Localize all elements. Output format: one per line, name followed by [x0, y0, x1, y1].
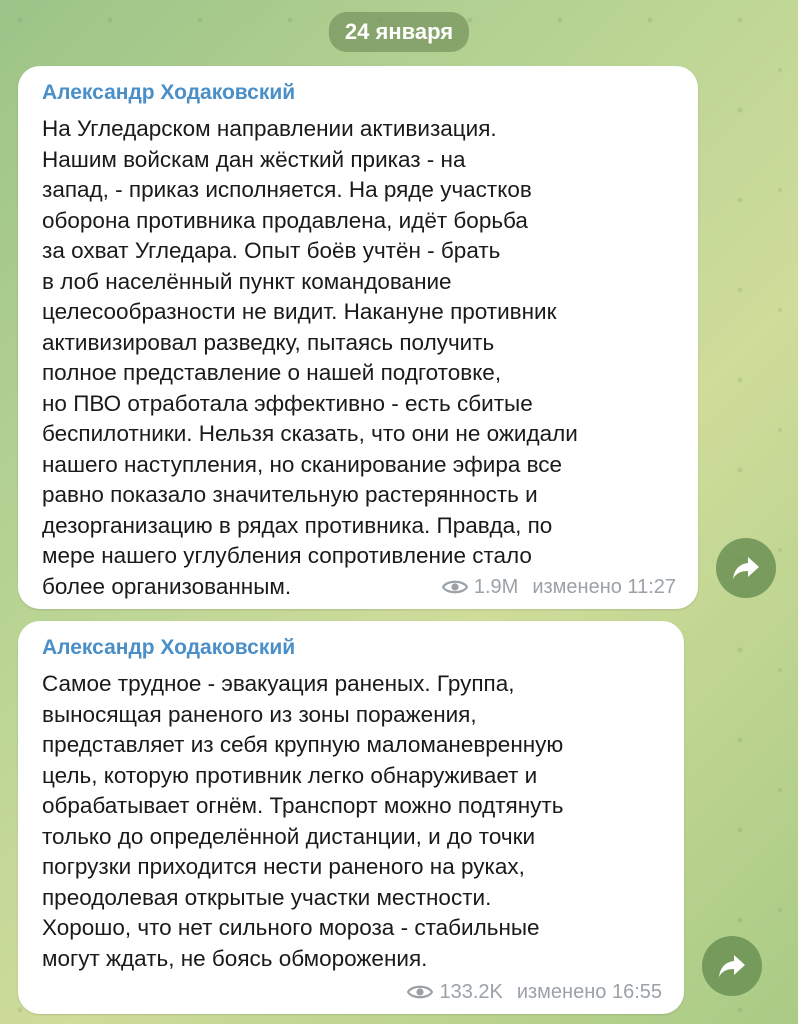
- message-text: На Угледарском направлении активизация. Нашим войскам дан жёсткий приказ - на запад, - приказ исполняется. На ряде участков оборона противника продавлена, идёт борьба за охват Угледара. Опыт боёв учтён - брать в лоб населённый пункт командование целесообразности не видит. Накануне противник активизировал разведку, пытаясь получить полное представление о нашей подготовке, но ПВО отработала эффективно - есть сбитые беспилотники. Нельзя сказать, что они не ожидали нашего наступления, но сканирование эфира все равно показало значительную растерянность и дезорганизацию в рядах противника. Правда, по мере нашего углубления сопротивление стало более организованным.: [42, 116, 578, 599]
- message-meta: [407, 980, 662, 1004]
- share-arrow-icon: [731, 555, 761, 581]
- eye-icon: [407, 983, 433, 1001]
- message-meta: [442, 575, 676, 599]
- edited-time: изменено 16:55: [516, 981, 662, 1003]
- edited-time: изменено 11:27: [532, 576, 676, 598]
- message-bubble[interactable]: [18, 621, 684, 1014]
- message-author[interactable]: Александр Ходаковский: [42, 636, 296, 659]
- view-count: 1.9M: [473, 576, 519, 598]
- eye-icon: [442, 578, 468, 596]
- message-text: Самое трудное - эвакуация раненых. Группа, выносящая раненого из зоны поражения, представляет из себя крупную маломаневренную цель, которую противник легко обнаруживает и обрабатывает огнём. Транспорт можно подтянуть только до определённой дистанции, и до точки погрузки приходится нести раненого на руках, преодолевая открытые участки местности. Хорошо, что нет сильного мороза - стабильные могут ждать, не боясь обморожения.: [42, 671, 564, 971]
- message-bubble[interactable]: [18, 66, 698, 609]
- share-button[interactable]: [702, 936, 762, 996]
- share-button[interactable]: [716, 538, 776, 598]
- share-arrow-icon: [717, 953, 747, 979]
- message-author[interactable]: Александр Ходаковский: [42, 81, 296, 104]
- view-count: 133.2K: [439, 981, 503, 1003]
- date-separator: 24 января: [329, 12, 469, 52]
